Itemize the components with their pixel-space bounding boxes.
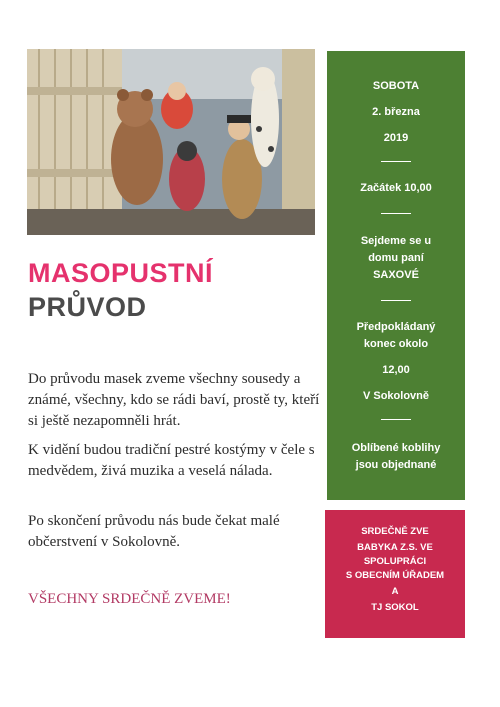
end-line-1: Předpokládaný <box>356 321 436 333</box>
meeting-place: SAXOVÉ <box>373 269 419 281</box>
organizer-line-4: S OBECNÍM ÚŘADEM <box>345 570 445 581</box>
carnival-photo <box>27 49 315 235</box>
carnival-puppets-illustration <box>27 49 315 235</box>
event-info-box <box>327 51 465 500</box>
end-place: V Sokolovně <box>362 390 430 402</box>
organizer-line-1: SRDEČNĚ ZVE <box>361 526 429 537</box>
end-time: 12,00 <box>382 364 410 376</box>
event-date: 2. března <box>372 106 420 118</box>
organizer-box <box>325 510 465 638</box>
start-time: Začátek 10,00 <box>360 182 432 194</box>
divider <box>381 213 411 214</box>
invitation-text: VŠECHNY SRDEČNĚ ZVEME! <box>28 591 231 607</box>
organizer-line-5: A <box>391 586 399 597</box>
donuts-line-2: jsou objednané <box>355 459 437 471</box>
intro-paragraph: Do průvodu masek zveme všechny sousedy a známé, všechny, kdo se rádi baví, prostě ty, kteří si ještě nezapomněli hrát. <box>28 371 320 429</box>
organizer-line-2: BABYKA Z.S. VE <box>357 542 433 553</box>
organizer-line-3: SPOLUPRÁCI <box>363 556 427 567</box>
donuts-line-1: Oblíbené koblihy <box>351 442 441 454</box>
meeting-line-1: Sejdeme se u <box>360 235 432 247</box>
organizer-line-6: TJ SOKOL <box>371 602 419 613</box>
end-line-2: konec okolo <box>363 338 429 350</box>
divider <box>381 419 411 420</box>
divider <box>381 300 411 301</box>
costumes-paragraph: K vidění budou tradiční pestré kostýmy v čele s medvědem, živá muzika a veselá nálada. <box>28 442 315 479</box>
divider <box>381 161 411 162</box>
title-line-2: PRŮVOD <box>28 292 147 322</box>
title-line-1: MASOPUSTNÍ <box>28 258 214 288</box>
event-year: 2019 <box>383 132 409 144</box>
refreshments-paragraph: Po skončení průvodu nás bude čekat malé občerstvení v Sokolovně. <box>28 513 280 550</box>
event-day: SOBOTA <box>372 80 420 92</box>
meeting-line-2: domu paní <box>368 252 424 264</box>
